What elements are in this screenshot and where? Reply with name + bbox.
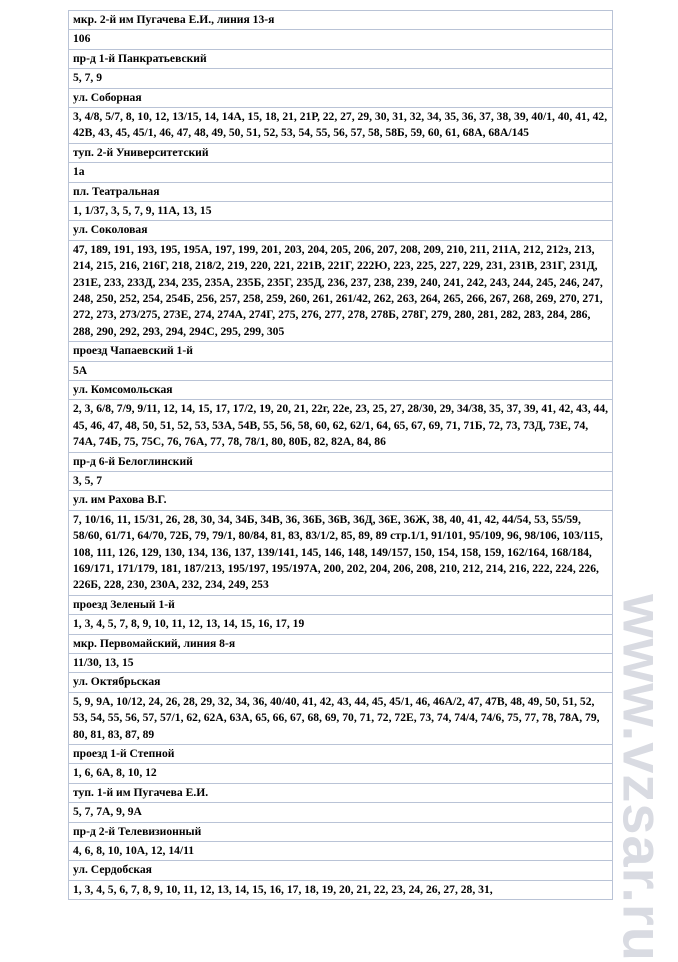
- house-numbers: 2, 3, 6/8, 7/9, 9/11, 12, 14, 15, 17, 17/2, 19, 20, 21, 22г, 22е, 23, 25, 27, 28/30, 29, 34/38, 35, 37, 39, 41, 42, 43, 44, 45, 46, 47, 48, 50, 51, 52, 53, 53А, 54В, 55, 56, 58, 60, 62, 62/1, 64, 65, 67, 69, 71, 71Б, 72, 73, 73Д, 73Е, 74, 74А, 74Б, 75, 75С, 76, 76А, 77, 78, 78/1, 80, 80Б, 82, 82А, 84, 86: [69, 400, 612, 452]
- house-numbers: 1, 3, 4, 5, 6, 7, 8, 9, 10, 11, 12, 13, 14, 15, 16, 17, 18, 19, 20, 21, 22, 23, 24, 26, 27, 28, 31,: [69, 881, 612, 900]
- street-name: ул. Соборная: [69, 89, 612, 108]
- house-numbers: 7, 10/16, 11, 15/31, 26, 28, 30, 34, 34Б, 34В, 36, 36Б, 36В, 36Д, 36Е, 36Ж, 38, 40, 41, 42, 44/54, 53, 55/59, 58/60, 61/71, 64/70, 72Б, 79, 79/1, 80/84, 81, 83, 83/1/2, 85, 89, 89 стр.1/1, 91/101, 95/109, 96, 98/106, 103/115, 108, 111, 126, 129, 130, 134, 136, 137, 139/141, 145, 146, 148, 149/157, 150, 154, 158, 159, 162/164, 168/184, 169/171, 171/179, 181, 187/213, 195/197, 195/197А, 200, 202, 204, 206, 208, 210, 212, 214, 216, 222, 224, 226, 226Б, 228, 230, 230А, 232, 234, 249, 253: [69, 511, 612, 596]
- street-name: ул. Соколовая: [69, 221, 612, 240]
- street-name: проезд Чапаевский 1-й: [69, 342, 612, 361]
- street-name: пр-д 6-й Белоглинский: [69, 453, 612, 472]
- house-numbers: 1а: [69, 163, 612, 182]
- house-numbers: 5А: [69, 362, 612, 381]
- house-numbers: 5, 9, 9А, 10/12, 24, 26, 28, 29, 32, 34, 36, 40/40, 41, 42, 43, 44, 45, 45/1, 46, 46А/2, 47, 47В, 48, 49, 50, 51, 52, 53, 54, 55, 56, 57, 57/1, 62, 62А, 63А, 65, 66, 67, 68, 69, 70, 71, 72, 72Е, 73, 74, 74/4, 74/6, 75, 77, 78, 78А, 79, 80, 81, 83, 87, 89: [69, 693, 612, 745]
- street-name: пл. Театральная: [69, 183, 612, 202]
- house-numbers: 47, 189, 191, 193, 195, 195А, 197, 199, 201, 203, 204, 205, 206, 207, 208, 209, 210, 211, 211А, 212, 212з, 213, 214, 215, 216, 216Г, 218, 218/2, 219, 220, 221, 221В, 221Г, 222Ю, 223, 225, 227, 229, 231, 231В, 231Г, 231Д, 231Е, 233, 233Д, 234, 235, 235А, 235Б, 235Г, 235Д, 236, 237, 238, 239, 240, 241, 242, 243, 244, 245, 246, 247, 248, 250, 252, 254, 254Б, 256, 257, 258, 259, 260, 261, 261/42, 262, 263, 264, 265, 266, 267, 268, 269, 270, 271, 272, 273, 273/275, 273Е, 274, 274А, 274Г, 275, 276, 277, 278, 278Б, 278Г, 279, 280, 281, 282, 283, 284, 286, 288, 290, 292, 293, 294, 294С, 295, 299, 305: [69, 241, 612, 342]
- house-numbers: 3, 5, 7: [69, 472, 612, 491]
- address-table: [68, 10, 613, 900]
- street-name: пр-д 2-й Телевизионный: [69, 823, 612, 842]
- street-name: пр-д 1-й Панкратьевский: [69, 50, 612, 69]
- street-name: туп. 1-й им Пугачева Е.И.: [69, 784, 612, 803]
- house-numbers: 5, 7, 7А, 9, 9А: [69, 803, 612, 822]
- house-numbers: 1, 1/37, 3, 5, 7, 9, 11А, 13, 15: [69, 202, 612, 221]
- house-numbers: 106: [69, 30, 612, 49]
- street-name: мкр. Первомайский, линия 8-я: [69, 635, 612, 654]
- street-name: ул. Комсомольская: [69, 381, 612, 400]
- street-name: мкр. 2-й им Пугачева Е.И., линия 13-я: [69, 11, 612, 30]
- house-numbers: 4, 6, 8, 10, 10А, 12, 14/11: [69, 842, 612, 861]
- street-name: проезд Зеленый 1-й: [69, 596, 612, 615]
- house-numbers: 1, 3, 4, 5, 7, 8, 9, 10, 11, 12, 13, 14, 15, 16, 17, 19: [69, 615, 612, 634]
- site-watermark: [611, 594, 675, 962]
- house-numbers: 11/30, 13, 15: [69, 654, 612, 673]
- watermark-text: www.vzsar.ru: [611, 594, 675, 962]
- street-name: ул. им Рахова В.Г.: [69, 491, 612, 510]
- house-numbers: 3, 4/8, 5/7, 8, 10, 12, 13/15, 14, 14А, 15, 18, 21, 21Р, 22, 27, 29, 30, 31, 32, 34, 35, 36, 37, 38, 39, 40/1, 40, 41, 42, 42В, 43, 45, 45/1, 46, 47, 48, 49, 50, 51, 52, 53, 54, 55, 56, 57, 58, 58Б, 59, 60, 61, 68А, 68А/145: [69, 108, 612, 144]
- house-numbers: 1, 6, 6А, 8, 10, 12: [69, 764, 612, 783]
- street-name: ул. Сердобская: [69, 861, 612, 880]
- house-numbers: 5, 7, 9: [69, 69, 612, 88]
- street-name: туп. 2-й Университетский: [69, 144, 612, 163]
- street-name: проезд 1-й Степной: [69, 745, 612, 764]
- street-name: ул. Октябрьская: [69, 673, 612, 692]
